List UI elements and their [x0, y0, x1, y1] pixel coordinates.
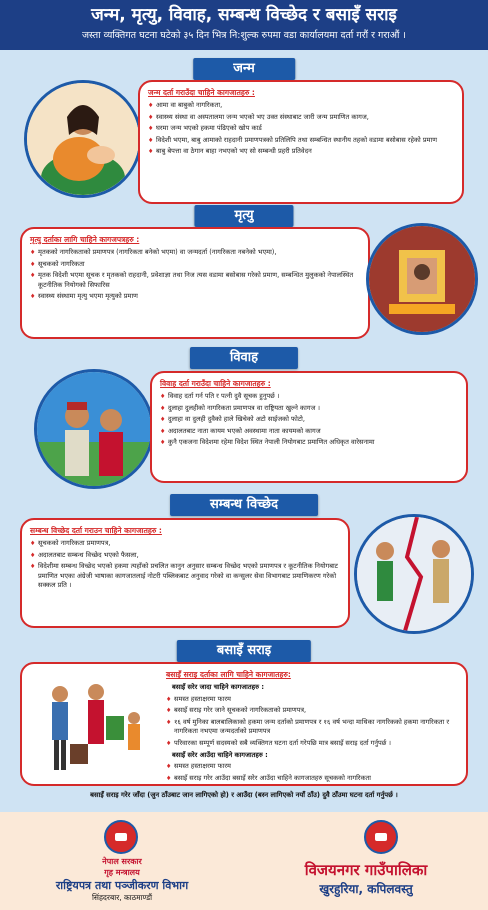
birth-list	[148, 101, 454, 157]
death-list	[30, 248, 360, 302]
migration-banner: बसाइँ सराइ	[177, 640, 311, 662]
list-item: ♦ अदालतबाट सम्बन्ध विच्छेद भएको फैसला,	[30, 551, 340, 561]
migration-heading: बसाइँ सराइ दर्ताका लागि चाहिने कागजातहरु:	[166, 670, 291, 679]
municipality-block	[244, 860, 488, 897]
list-item: ♦ अदालतबाट नाता कायम भएको अवस्थामा नाता कायमको कागज	[160, 427, 458, 437]
government-emblem-icon	[104, 820, 138, 854]
ministry-block	[0, 856, 244, 903]
divorce-banner: सम्बन्ध विच्छेद	[170, 494, 318, 516]
page-header	[0, 0, 488, 50]
list-item: ♦ मृतक विदेशी भएमा सूचक र मृतकको राहदानी, प्रवेशाज्ञा तथा निज त्यस वडामा बसोबास गरेको प्रमाण, सम्बन्धित मुलुकको नेपालस्थित कूटनीतिक नियोगको सिफारिस	[30, 271, 360, 290]
divorce-list	[30, 539, 340, 591]
wedding-couple-image	[34, 369, 154, 489]
department-name: राष्ट्रियपत्र तथा पञ्जीकरण विभाग	[55, 879, 189, 892]
death-heading: मृत्यु दर्ताका लागि चाहिने कागजपत्रहरु :	[30, 235, 140, 244]
migration-subheading: बसाइँ सरेर आउँदा चाहिने कागजातहरु :	[172, 750, 268, 759]
page-footer	[0, 812, 488, 910]
list-item: ♦ विवाह दर्ता गर्न पति र पत्नी दुवै सूचक हुनुपर्छ ।	[160, 392, 458, 402]
municipality-name: विजयनगर गाउँपालिका	[304, 861, 428, 879]
birth-banner: जन्म	[193, 58, 295, 80]
marriage-heading: विवाह दर्ता गराउँदा चाहिने कागजातहरु :	[160, 379, 271, 388]
page-subtitle: जस्ता व्यक्तिगत घटना घटेको ३५ दिन भित्र नि:शुल्क रुपमा वडा कार्यालयमा दर्ता गरौं र गराऔं ।	[81, 30, 407, 41]
list-item: ♦ बसाइँ सराइ गरेर जाने सूचकको नागरिकताको प्रमाणपत्र,	[166, 706, 458, 716]
list-item: ♦ १६ वर्ष मुनिका बालबालिकाको हकमा जन्म दर्ताको प्रमाणपत्र र १६ वर्ष भन्दा माथिका नागरिकको हकमा नागरिकता र नागरिकता नभएमा जन्मदर्ताको प्रमाणपत्र	[166, 718, 458, 737]
migration-list	[166, 683, 458, 783]
birth-section	[6, 58, 482, 206]
marriage-card	[150, 371, 468, 483]
migration-footnote: बसाइँ सराइ गरेर जाँदा (जुन ठाँउबाट जान लागिएको हो) र आउँदा (बस्न लागिएको नयाँ ठाँउ) दुवै ठाँउमा घटना दर्ता गर्नुपर्छ ।	[90, 791, 398, 799]
list-item: ♦ बाबु बेपत्ता वा ठेगान बाहा नभएको भए सो सम्बन्धी प्रहरी प्रतिवेदन	[148, 147, 454, 157]
divorce-heading: सम्बन्ध विच्छेद दर्ता गराउन चाहिने कागजातहरु :	[30, 526, 162, 535]
list-item: ♦ स्वास्थ्य संस्थामा मृत्यु भएमा मृत्युको प्रमाण	[30, 292, 360, 302]
death-card	[20, 227, 370, 339]
divorce-card	[20, 518, 350, 628]
death-section	[6, 205, 482, 345]
birth-card	[138, 80, 464, 204]
list-item: ♦ समस्त हस्ताक्षरमा फारम	[166, 695, 458, 705]
list-item: ♦ दुलाहा वा दुलही दुवैको हाले खिचेको अटो साईजको फोटो,	[160, 415, 458, 425]
department-address: सिंहदरबार, काठमाण्डौं	[91, 893, 153, 902]
list-item: ♦ सूचकको नागरिकता	[30, 260, 360, 270]
mother-child-image	[24, 80, 142, 198]
divorce-section	[6, 494, 482, 639]
separated-couple-image	[354, 514, 474, 634]
gov-name: नेपाल सरकार	[102, 857, 142, 866]
list-item: ♦ स्वास्थ्य संस्था वा अस्पतालमा जन्म भएको भए उक्त संस्थाबाट जारी जन्म प्रमाणित कागज,	[148, 113, 454, 123]
list-item: ♦ समस्त हस्ताक्षरमा फारम	[166, 762, 458, 772]
list-item: ♦ विदेशीमा सम्बन्ध विच्छेद भएको हकमा त्यहाँको प्रचलित कानुन अनुसार सम्बन्ध विच्छेद भएको प्रमाणपत्र र कूटनीतिक नियोगबाट प्रमाणित भएका अंग्रेजी भाषाका कागजातलाई नोटरी पब्लिकबाट अनुवाद गरेको वा कन्सुलर सेवा विभागबाट प्रमाणिकरण गरेको सक्कल प्रति ।	[30, 562, 340, 591]
migration-subheading: बसाइँ सरेर जादा चाहिने कागजातहरु :	[172, 683, 264, 691]
birth-heading: जन्म दर्ता गराउँदा चाहिने कागजातहरु :	[148, 88, 255, 97]
marriage-section	[6, 347, 482, 492]
migrating-family-image	[30, 674, 160, 780]
memorial-image	[366, 223, 478, 335]
marriage-list	[160, 392, 458, 448]
list-item: ♦ आमा वा बाबुको नागरिकता,	[148, 101, 454, 111]
municipality-emblem-icon	[364, 820, 398, 854]
list-item: ♦ कुनै एकजना विदेशमा रहेमा विदेश स्थित नेपाली नियोगबाट प्रमाणित अधिकृत वारेसनामा	[160, 438, 458, 448]
list-item: ♦ दुलाहा दुलहीको नागरिकता प्रमाणपत्र वा राष्ट्रियता खुल्ने कागज ।	[160, 404, 458, 414]
list-item: ♦ मृतकको नागरिकताको प्रमाणपत्र (नागरिकता बनेको भएमा) वा जन्मदर्ता (नागरिकता नबनेको भएमा),	[30, 248, 360, 258]
marriage-banner: विवाह	[190, 347, 298, 369]
list-item: ♦ परिवारका सम्पूर्ण सदस्यको सबै व्यक्तिगत घटना दर्ता गरेपछि मात्र बसाइँ सराइ दर्ता गर्नुपर्छ ।	[166, 739, 458, 749]
ministry-name: गृह मन्त्रालय	[104, 868, 140, 877]
page-title: जन्म, मृत्यु, विवाह, सम्बन्ध विच्छेद र बसाइँ सराइ	[91, 5, 397, 25]
list-item: ♦ सूचकको नागरिकता प्रमाणपत्र,	[30, 539, 340, 549]
municipality-address: खुरहुरिया, कपिलवस्तु	[319, 882, 413, 896]
death-banner: मृत्यु	[194, 205, 293, 227]
list-item: ♦ घरमा जन्म भएको हकमा पंढिएको खोप कार्ड	[148, 124, 454, 134]
list-item: ♦ बसाइँ सराइ गरेर आउँदा बसाइँ सरेर आउँदा चाहिने कागजातहरु सूचकको नागरिकता	[166, 774, 458, 784]
migration-section	[6, 640, 482, 790]
list-item: ♦ विदेशी भएमा, बाबु आमाको राहदानी प्रमाणपत्रको प्रतिलिपि तथा सम्बन्धित स्थानीय तहको वडामा बसोबास रहेको प्रमाण	[148, 136, 454, 146]
